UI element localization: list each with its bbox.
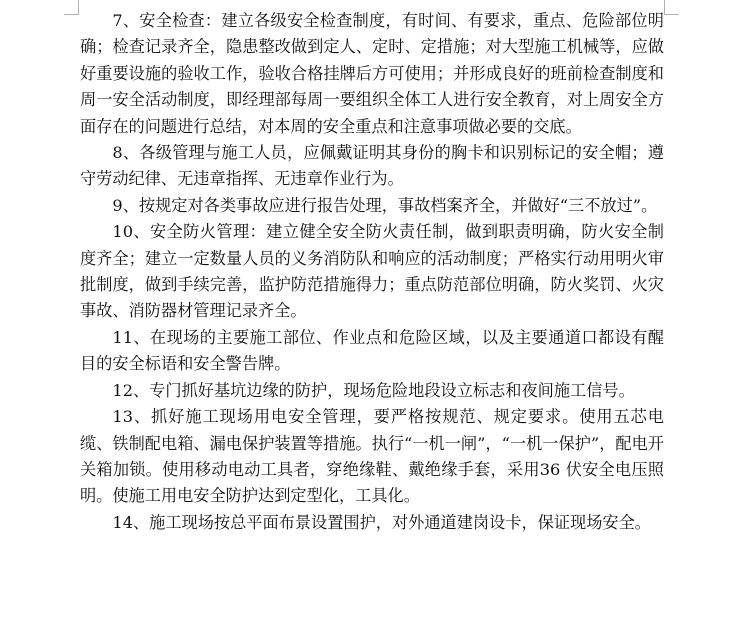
paragraph-11-warning-signs: 11、在现场的主要施工部位、作业点和危险区域，以及主要通道口都设有醒目的安全标语和安全警告牌。 bbox=[80, 327, 664, 374]
paragraph-10-fire-prevention: 10、安全防火管理：建立健全安全防火责任制，做到职责明确，防火安全制度齐全；建立一定数量人员的义务消防队和响应的活动制度；严格实行动用明火审批制度，做到手续完善，监护防范措施得力；重点防范部位明确，防火奖罚、火灾事故、消防器材管理记录齐全。 bbox=[80, 222, 664, 321]
paragraph-9-accident-reporting: 9、按规定对各类事故应进行报告处理，事故档案齐全，并做好“三不放过”。 bbox=[112, 195, 658, 215]
paragraph-12-pit-edge-protection: 12、专门抓好基坑边缘的防护，现场危险地段设立标志和夜间施工信号。 bbox=[112, 380, 635, 400]
document-body bbox=[80, 8, 664, 536]
paragraph-7-safety-inspection: 7、安全检查：建立各级安全检查制度，有时间、有要求，重点、危险部位明确；检查记录齐全，隐患整改做到定人、定时、定措施；对大型施工机械等，应做好重要设施的验收工作，验收合格挂牌后方可使用；并形成良好的班前检查制度和周一安全活动制度，即经理部每周一要组织全体工人进行安全教育，对上周安全方面存在的问题进行总结，对本周的安全重点和注意事项做必要的交底。 bbox=[80, 11, 664, 136]
page-corner-mark-left bbox=[64, 0, 79, 15]
paragraph-14-site-enclosure: 14、施工现场按总平面布景设置围护，对外通道建岗设卡，保证现场安全。 bbox=[112, 512, 651, 532]
page-corner-mark-right bbox=[664, 0, 679, 15]
paragraph-13-electrical-safety: 13、抓好施工现场用电安全管理，要严格按规范、规定要求。使用五芯电缆、铁制配电箱、漏电保护装置等措施。执行“一机一闸”，“一机一保护”，配电开关箱加锁。使用移动电动工具者，穿绝缘鞋、戴绝缘手套，采用36 伏安全电压照明。使施工用电安全防护达到定型化，工具化。 bbox=[80, 407, 664, 506]
paragraph-8-personnel-identification: 8、各级管理与施工人员，应佩戴证明其身份的胸卡和识别标记的安全帽；遵守劳动纪律、无违章指挥、无违章作业行为。 bbox=[80, 143, 664, 189]
